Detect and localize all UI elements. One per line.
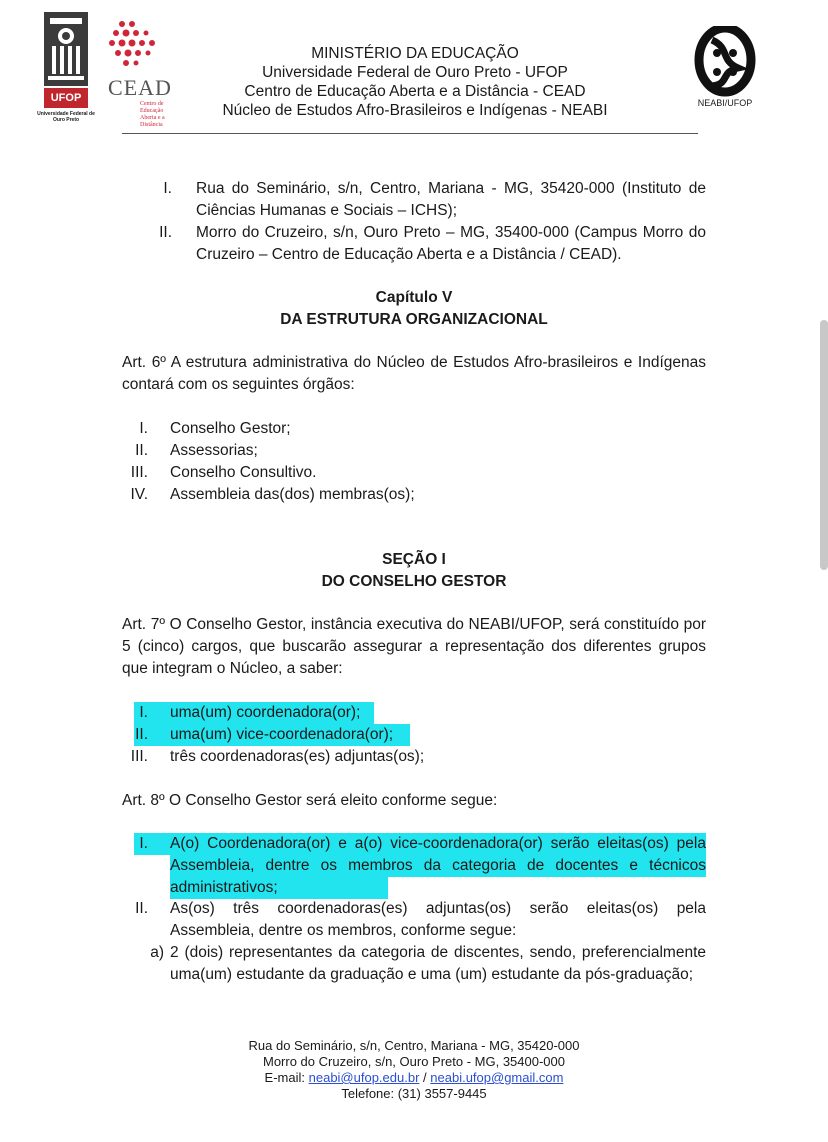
section-title: SEÇÃO I bbox=[382, 551, 446, 568]
list-number: II. bbox=[159, 224, 172, 241]
list-number: I. bbox=[139, 704, 148, 721]
list-text: As(os) três coordenadoras(es) adjuntas(os) serão eleitas(os) pela Assembleia, dentre os membros, conforme segue: bbox=[170, 900, 706, 939]
header-center: Centro de Educação Aberta e a Distância - CEAD bbox=[244, 83, 586, 100]
list-number: II. bbox=[135, 442, 148, 459]
article-8-text: Art. 8º O Conselho Gestor será eleito conforme segue: bbox=[122, 792, 498, 809]
scrollbar-thumb[interactable] bbox=[820, 320, 828, 570]
cead-label: CEAD bbox=[108, 75, 172, 100]
list-text: Assessorias; bbox=[170, 442, 258, 459]
section-subtitle: DO CONSELHO GESTOR bbox=[321, 573, 507, 590]
header-divider bbox=[122, 133, 698, 134]
article-6-text: Art. 6º A estrutura administrativa do Núcleo de Estudos Afro-brasileiros e Indígenas contará com os seguintes órgãos: bbox=[122, 354, 706, 393]
cead-caption: Centro de Educação Aberta e a Distância bbox=[140, 101, 165, 128]
ufop-label: UFOP bbox=[50, 92, 82, 104]
list-text: três coordenadoras(es) adjuntas(os); bbox=[170, 748, 425, 765]
header-nucleus: Núcleo de Estudos Afro-Brasileiros e Indígenas - NEABI bbox=[222, 102, 608, 119]
list-text: Conselho Consultivo. bbox=[170, 464, 317, 481]
list-text: uma(um) coordenadora(or); bbox=[170, 704, 361, 721]
footer-address-1: Rua do Seminário, s/n, Centro, Mariana - MG, 35420-000 bbox=[248, 1038, 580, 1053]
list-text: Morro do Cruzeiro, s/n, Ouro Preto – MG, 35400-000 (Campus Morro do Cruzeiro – Centro de Educação Aberta e a Distância / CEAD). bbox=[196, 224, 706, 263]
list-text: Assembleia das(dos) membras(os); bbox=[170, 486, 415, 503]
art7-item-2-highlighted bbox=[134, 724, 410, 746]
chapter-subtitle: DA ESTRUTURA ORGANIZACIONAL bbox=[280, 311, 548, 328]
address-item-2 bbox=[122, 222, 706, 266]
art7-item-1-highlighted bbox=[134, 702, 374, 724]
footer-phone: Telefone: (31) 3557-9445 bbox=[341, 1086, 487, 1101]
header-institution-block bbox=[150, 44, 680, 120]
footer-contact bbox=[150, 1038, 678, 1102]
list-text: Rua do Seminário, s/n, Centro, Mariana - MG, 35420-000 (Instituto de Ciências Humanas e Sociais – ICHS); bbox=[196, 180, 706, 219]
list-number: I. bbox=[139, 835, 148, 852]
footer-address-2: Morro do Cruzeiro, s/n, Ouro Preto - MG, 35400-000 bbox=[262, 1054, 565, 1069]
list-text: A(o) Coordenadora(or) e a(o) vice-coordenadora(or) serão eleitas(os) pela Assembleia, dentre os membros da categoria de docentes e técnicos administrativos; bbox=[170, 835, 706, 896]
header-ministry: MINISTÉRIO DA EDUCAÇÃO bbox=[311, 45, 519, 62]
ufop-caption: Universidade Federal de Ouro Preto bbox=[37, 111, 95, 123]
footer-email-separator: / bbox=[423, 1070, 427, 1085]
list-number: III. bbox=[130, 464, 148, 481]
neabi-caption: NEABI/UFOP bbox=[697, 98, 753, 108]
list-number: III. bbox=[130, 748, 148, 765]
list-number: II. bbox=[135, 900, 148, 917]
footer-email-line bbox=[150, 1070, 678, 1086]
ufop-logo bbox=[38, 12, 94, 124]
email-link-ufop[interactable]: neabi@ufop.edu.br bbox=[308, 1070, 420, 1085]
article-7-text: Art. 7º O Conselho Gestor, instância executiva do NEABI/UFOP, será constituído por 5 (cinco) cargos, que buscarão assegurar a representação dos diferentes grupos que integram o Núcleo, a saber: bbox=[122, 616, 706, 677]
list-text: 2 (dois) representantes da categoria de discentes, sendo, preferencialmente uma(um) estudante da graduação e uma (um) estudante da pós-graduação; bbox=[170, 944, 706, 983]
list-number: a) bbox=[150, 944, 164, 961]
list-number: IV. bbox=[130, 486, 148, 503]
neabi-symbol-icon bbox=[690, 26, 760, 98]
neabi-logo bbox=[690, 26, 760, 116]
chapter-title: Capítulo V bbox=[375, 289, 453, 306]
list-number: I. bbox=[139, 420, 148, 437]
list-number: II. bbox=[135, 726, 148, 743]
list-number: I. bbox=[163, 180, 172, 197]
email-link-gmail[interactable]: neabi.ufop@gmail.com bbox=[430, 1070, 564, 1085]
address-item-1 bbox=[122, 178, 706, 222]
ufop-emblem-icon bbox=[38, 12, 94, 124]
footer-email-label: E-mail: bbox=[264, 1070, 305, 1085]
list-text: Conselho Gestor; bbox=[170, 420, 291, 437]
header-university: Universidade Federal de Ouro Preto - UFOP bbox=[262, 64, 568, 81]
list-text: uma(um) vice-coordenadora(or); bbox=[170, 726, 394, 743]
art8-item-1-highlighted bbox=[134, 833, 706, 899]
